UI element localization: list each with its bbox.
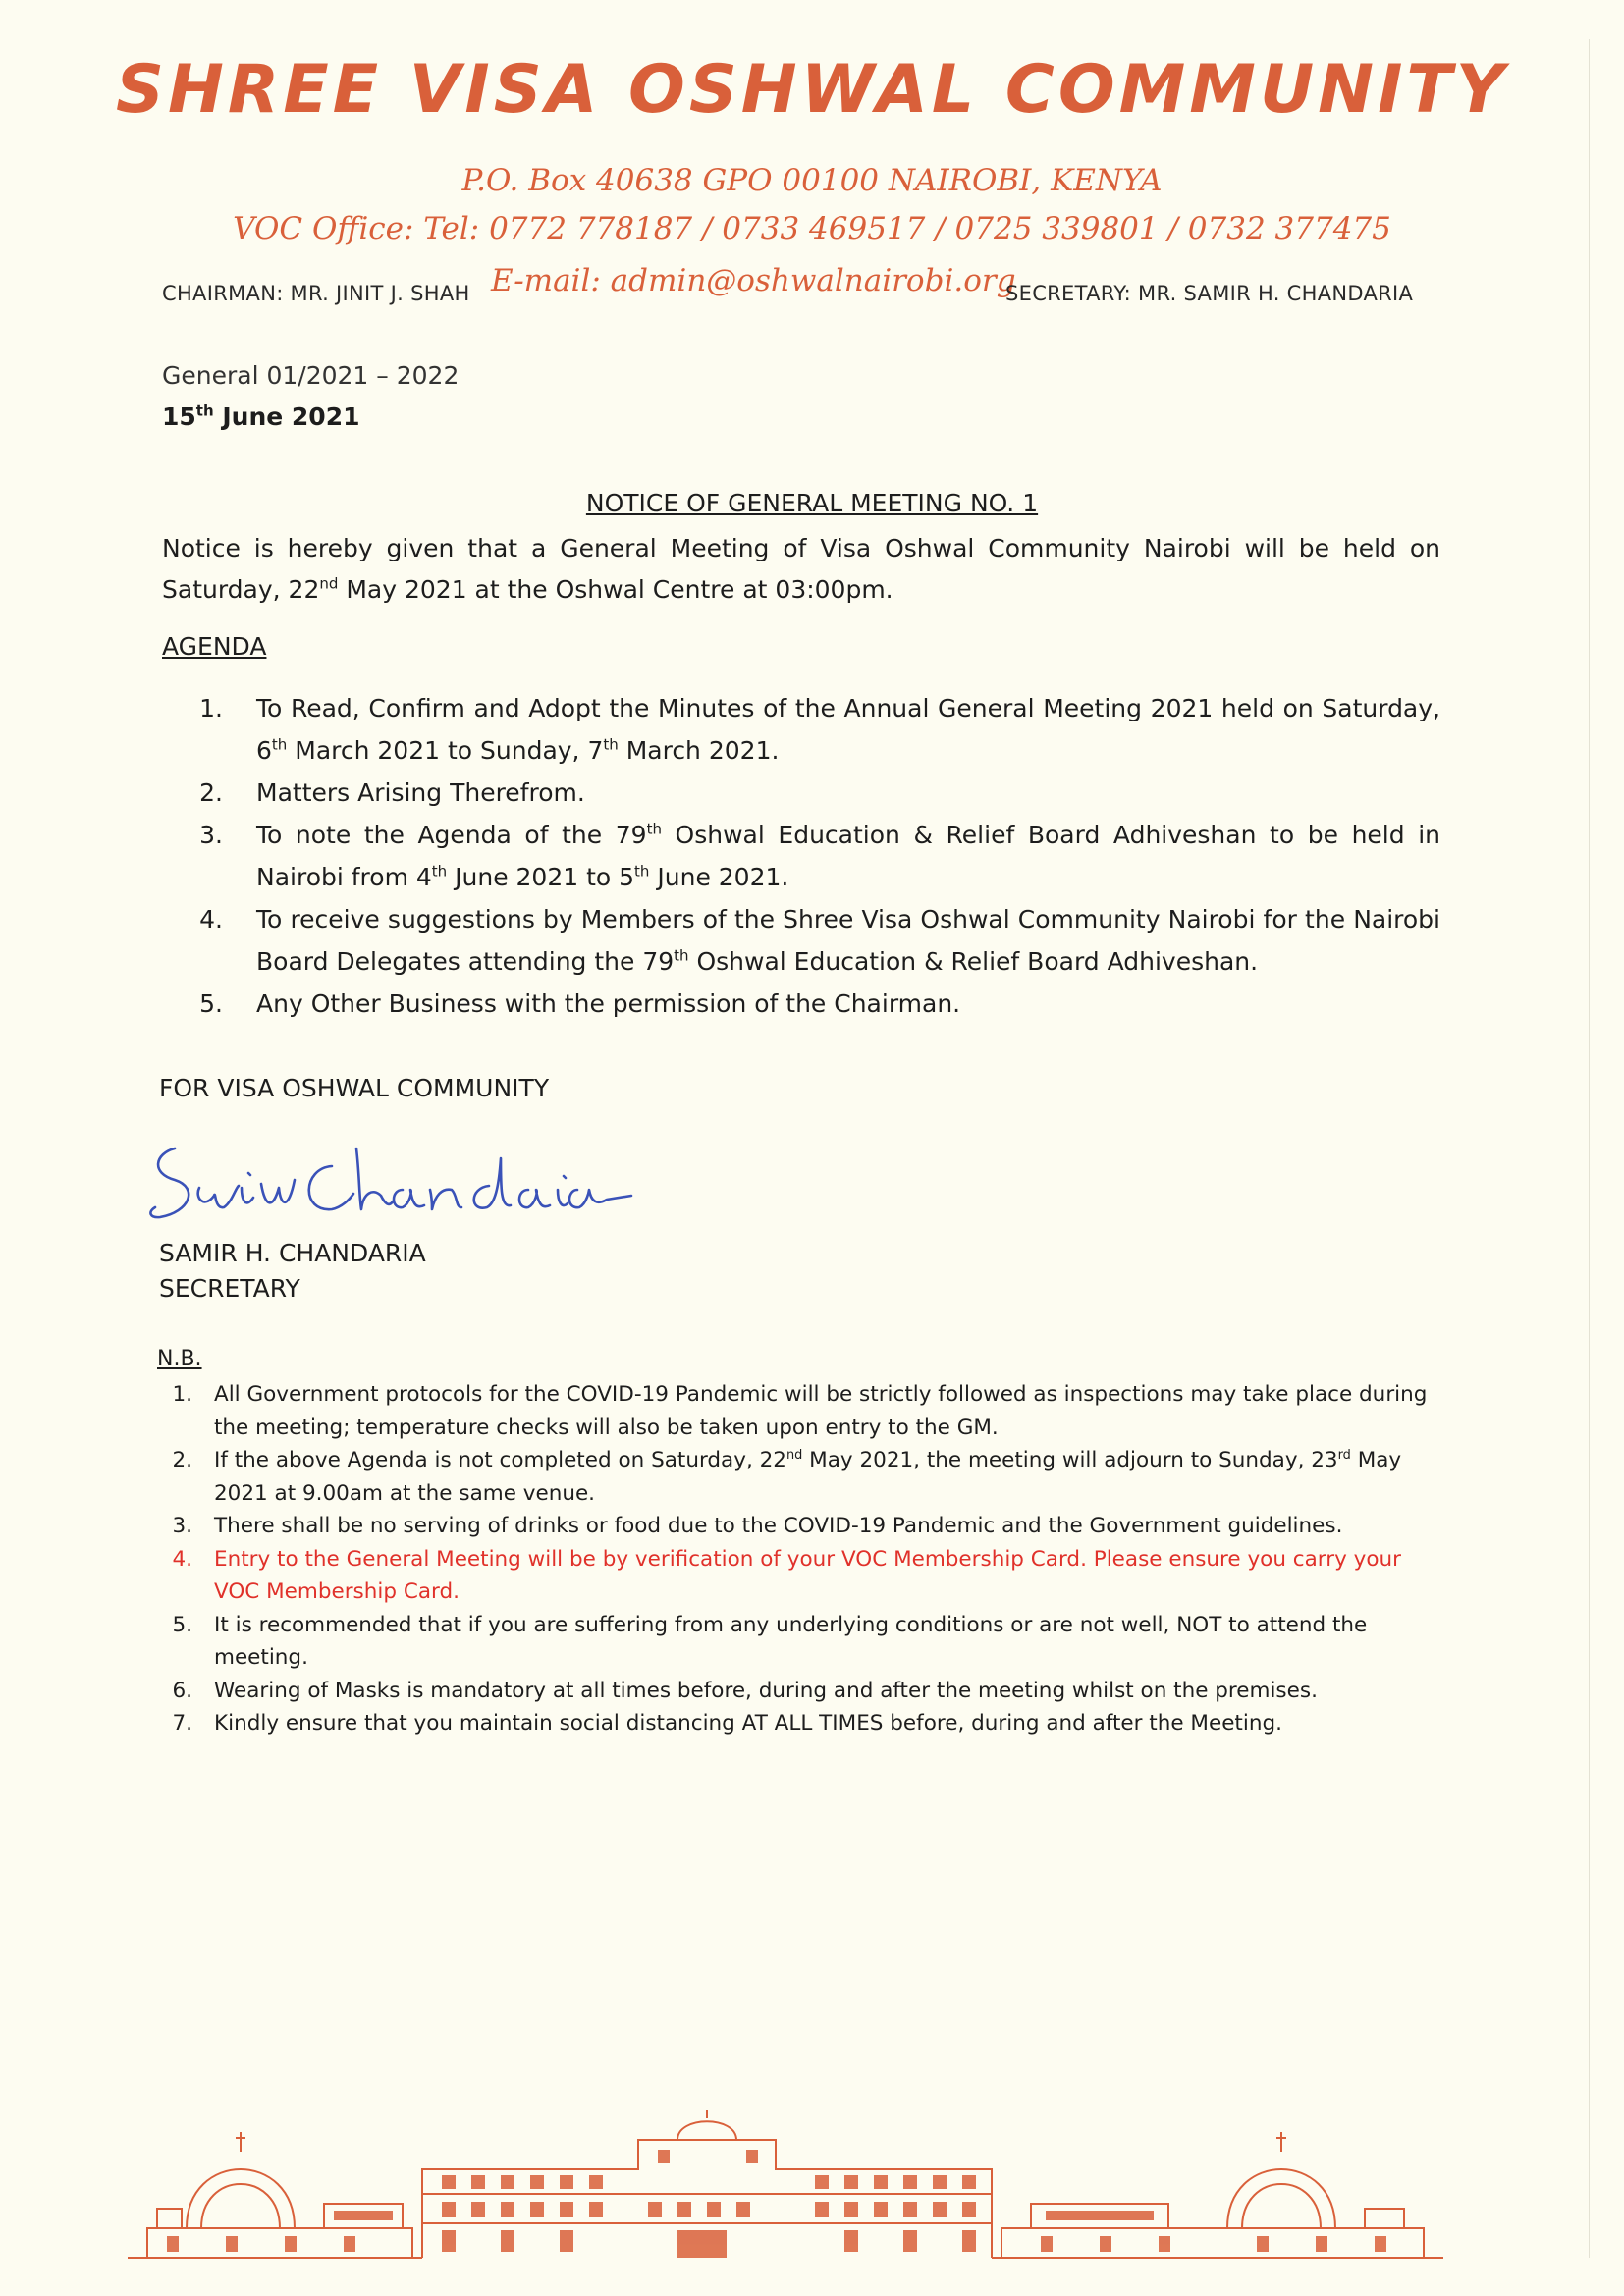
agenda-heading: AGENDA [162, 632, 267, 661]
agenda-item: 3. To note the Agenda of the 79th Oshwal Education & Relief Board Adhiveshan to be held in Nairobi from 4th June 2021 to 5th June 2021. [199, 820, 1440, 891]
letterhead-email: E-mail: admin@oshwalnairobi.org [491, 263, 1016, 298]
agenda-list [162, 687, 1440, 1025]
agenda-item: 1. To Read, Confirm and Adopt the Minutes of the Annual General Meeting 2021 held on Saturday, 6th March 2021 to Sunday, 7th March 2021. [199, 694, 1440, 765]
chairman-label: CHAIRMAN: MR. JINIT J. SHAH [162, 282, 470, 305]
nb-item: 3. There shall be no serving of drinks or food due to the COVID-19 Pandemic and the Government guidelines. [172, 1514, 1343, 1538]
agenda-item: 4. To receive suggestions by Members of the Shree Visa Oshwal Community Nairobi for the Nairobi Board Delegates attending the 79th Oshwal Education & Relief Board Adhiveshan. [199, 905, 1440, 976]
nb-item: 6. Wearing of Masks is mandatory at all times before, during and after the meeting whilst on the premises. [172, 1678, 1318, 1703]
notice-body: Notice is hereby given that a General Meeting of Visa Oshwal Community Nairobi will be held on Saturday, 22nd May 2021 at the Oshwal Centre at 03:00pm. [162, 534, 1440, 604]
secretary-label: SECRETARY: MR. SAMIR H. CHANDARIA [1005, 282, 1414, 305]
reference-number: General 01/2021 – 2022 [162, 361, 460, 390]
notice-title: NOTICE OF GENERAL MEETING NO. 1 [585, 489, 1039, 517]
nb-item: 7. Kindly ensure that you maintain social distancing AT ALL TIMES before, during and after the Meeting. [172, 1711, 1282, 1735]
nb-item: 5. It is recommended that if you are suffering from any underlying conditions or are not well, NOT to attend the meeting. [172, 1612, 1368, 1670]
nb-item: 2. If the above Agenda is not completed on Saturday, 22nd May 2021, the meeting will adjourn to Sunday, 23rd May 2021 at 9.00am at the same venue. [172, 1447, 1402, 1506]
nb-heading: N.B. [157, 1347, 202, 1371]
nb-item: 1. All Government protocols for the COVID-19 Pandemic will be strictly followed as inspections may take place during the meeting; temperature checks will also be taken upon entry to the GM. [172, 1382, 1428, 1440]
nb-item-highlighted: 4. Entry to the General Meeting will be by verification of your VOC Membership Card. Please ensure you carry your VOC Membership Card. [172, 1546, 1401, 1604]
signatory-title: SECRETARY [159, 1274, 300, 1303]
agenda-item: 2. Matters Arising Therefrom. [199, 778, 585, 807]
nb-list [157, 1378, 1443, 1740]
letterhead-phone: VOC Office: Tel: 0772 778187 / 0733 469517 / 0725 339801 / 0732 377475 [233, 211, 1391, 246]
signoff-organization: FOR VISA OSHWAL COMMUNITY [159, 1074, 550, 1102]
letterhead-address: P.O. Box 40638 GPO 00100 NAIROBI, KENYA [461, 163, 1163, 198]
organization-name: SHREE VISA OSHWAL COMMUNITY [115, 51, 1509, 129]
oshwal-centre-building-illustration [128, 2110, 1443, 2268]
letter-date: 15th June 2021 [162, 401, 360, 431]
signatory-name: SAMIR H. CHANDARIA [159, 1239, 426, 1267]
agenda-item: 5. Any Other Business with the permission of the Chairman. [199, 989, 961, 1018]
handwritten-signature [145, 1119, 636, 1227]
page-edge-line [1589, 39, 1590, 2258]
